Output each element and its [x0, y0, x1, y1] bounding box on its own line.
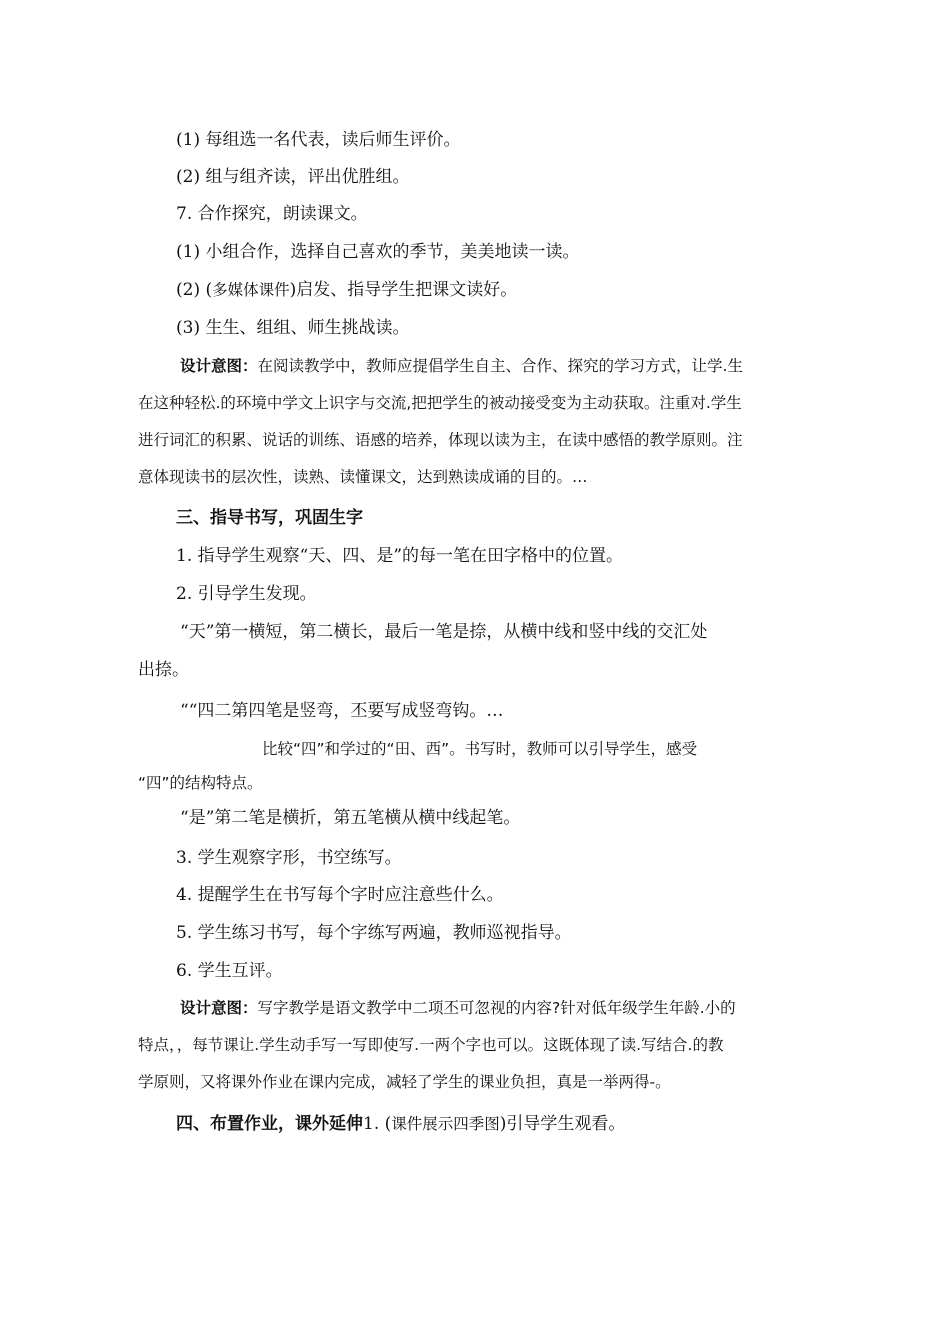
section-heading: 四、布置作业，课外延伸: [176, 1114, 363, 1134]
list-item: 7. 合作探究，朗读课文。: [176, 204, 368, 224]
paragraph-line: 意体现读书的层次性，读熟、读懂课文，达到熟读成诵的目的。…: [138, 468, 588, 486]
list-item: 5. 学生练习书写，每个字练写两遍，教师巡视指导。: [176, 923, 572, 943]
paragraph-line: 比较“四”和学过的“田、西”。书写时，教师可以引导学生，感受: [262, 740, 698, 758]
list-item-suffix: )引导学生观看。: [499, 1114, 626, 1134]
list-item-emphasis: 课件展示四季图: [391, 1115, 500, 1133]
list-item: 6. 学生互评。: [176, 961, 283, 981]
section-heading: 三、指导书写，巩固生字: [176, 508, 363, 528]
list-item: (2) 组与组齐读，评出优胜组。: [176, 167, 410, 187]
paragraph-line: 在这种轻松.的环境中学文上识字与交流,把把学生的被动接受变为主动获取。注重对.学生: [138, 394, 742, 412]
paragraph-line: “是”第二笔是横折，第五笔横从横中线起笔。: [180, 808, 521, 828]
list-item: 1. 指导学生观察“天、四、是”的每一笔在田字格中的位置。: [176, 546, 624, 566]
list-item: (3) 生生、组组、师生挑战读。: [176, 318, 410, 338]
design-intent-label: 设计意图：: [180, 357, 258, 375]
paragraph-text: 写字教学是语文教学中二项丕可忽视的内容?针对低年级学生年龄.小的: [257, 999, 736, 1017]
list-item: 2. 引导学生发现。: [176, 584, 317, 604]
paragraph-line: “天”第一横短，第二横长，最后一笔是捺，从横中线和竖中线的交汇处: [180, 622, 708, 642]
design-intent-paragraph: [138, 348, 818, 496]
design-intent-paragraph: [138, 990, 818, 1101]
list-item: (1) 每组选一名代表，读后师生评价。: [176, 130, 461, 150]
list-item: [176, 278, 517, 302]
list-item-suffix: )启发、指导学生把课文读好。: [289, 280, 518, 300]
paragraph-line: 出捺。: [138, 660, 189, 680]
paragraph-line: 学原则，又将课外作业在课内完成，减轻了学生的课业负担，真是一举两得-。: [138, 1073, 671, 1091]
paragraph-line: 特点，，每节课让.学生动手写一写即使写.一两个字也可以。这既体现了读.写结合.的教: [138, 1036, 724, 1054]
paragraph-line: 进行词汇的积累、说话的训练、语感的培养，体现以读为主，在读中感悟的教学原则。注: [138, 431, 743, 449]
design-intent-label: 设计意图：: [180, 999, 258, 1017]
paragraph-text: 在阅读教学中，教师应提倡学生自主、合作、探究的学习方式，让学.生: [257, 357, 743, 375]
list-item: 4. 提醒学生在书写每个字时应注意些什么。: [176, 885, 504, 905]
list-item-emphasis: 多媒体课件: [212, 281, 290, 299]
paragraph-line: [138, 990, 818, 1027]
paragraph-line: ““四二第四笔是竖弯，丕要写成竖弯钩。…: [180, 701, 504, 721]
paragraph-line: “四”的结构特点。: [138, 774, 263, 792]
section-heading-line: [176, 1112, 625, 1136]
list-item: 3. 学生观察字形，书空练写。: [176, 848, 402, 868]
paragraph-line: [138, 348, 818, 385]
list-item-prefix: 1. (: [363, 1114, 392, 1134]
list-item: (1) 小组合作，选择自己喜欢的季节，美美地读一读。: [176, 242, 580, 262]
list-item-prefix: (2) (: [176, 280, 213, 300]
